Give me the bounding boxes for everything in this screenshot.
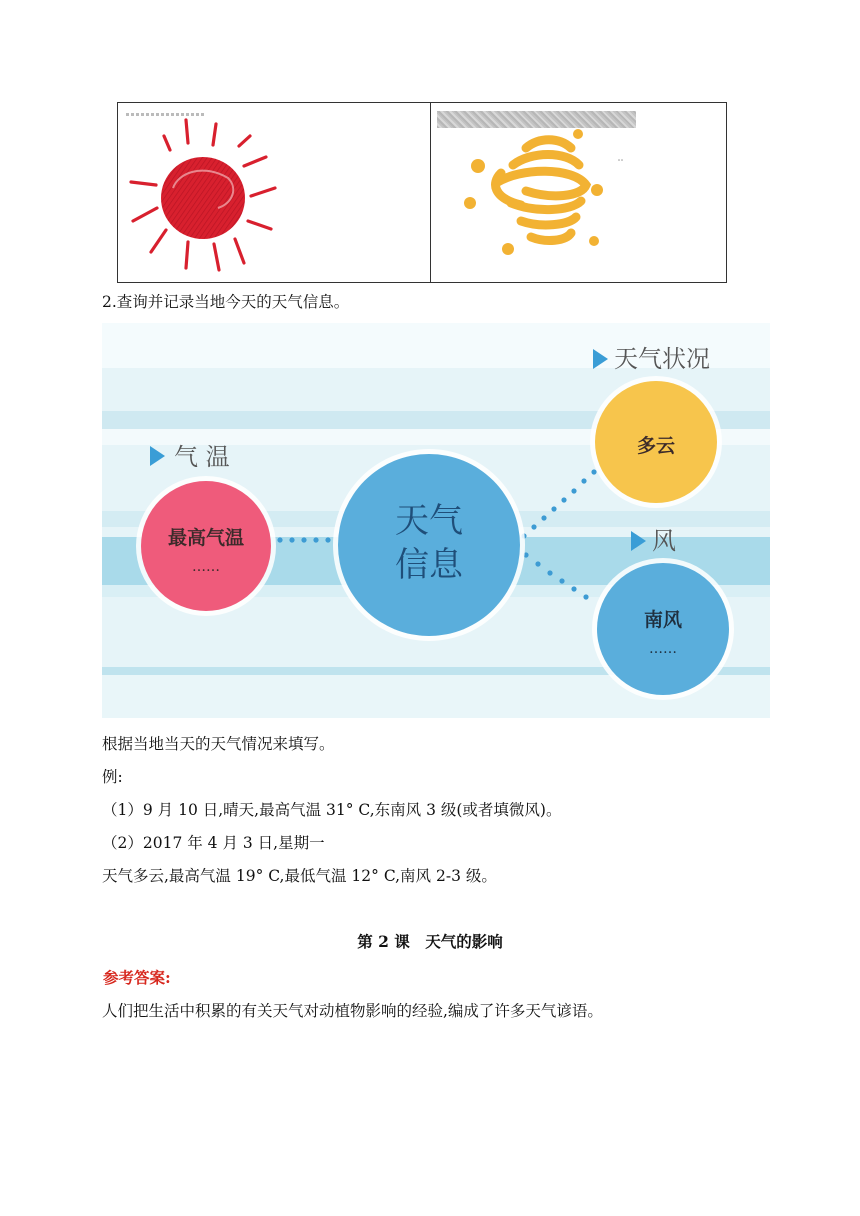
weather-info-diagram (102, 323, 770, 718)
center-line2: 信息 (395, 545, 463, 585)
answer-label: 参考答案: (103, 968, 171, 987)
item2-prompt: 2.查询并记录当地今天的天气信息。 (102, 293, 350, 311)
temperature-header: 气 温 (174, 443, 230, 471)
example-2: （2）2017 年 4 月 3 日,星期一 (102, 834, 325, 852)
wind-circle-text: 南风 (643, 609, 682, 631)
arrow-icon (150, 446, 165, 466)
drawing-cell-spiral (431, 103, 726, 282)
temperature-circle-text: 最高气温 (167, 527, 244, 549)
wind-header: 风 (652, 527, 676, 555)
example-label: 例: (102, 768, 123, 786)
condition-circle-text: 多云 (636, 435, 675, 457)
temperature-ellipsis: …… (192, 559, 220, 575)
red-sun-drawing (118, 103, 430, 282)
fill-note: 根据当地当天的天气情况来填写。 (102, 735, 335, 753)
arrow-icon (593, 349, 608, 369)
example-2-detail: 天气多云,最高气温 19° C,最低气温 12° C,南风 2-3 级。 (102, 867, 497, 885)
drawing-cell-sun (118, 103, 431, 282)
drawing-table (117, 102, 727, 283)
example-1: （1）9 月 10 日,晴天,最高气温 31° C,东南风 3 级(或者填微风)。 (102, 801, 562, 819)
yellow-spiral-drawing (431, 103, 727, 282)
answer-text: 人们把生活中积累的有关天气对动植物影响的经验,编成了许多天气谚语。 (102, 1002, 603, 1020)
center-line1: 天气 (395, 501, 463, 541)
lesson-title: 第 2 课 天气的影响 (357, 932, 503, 951)
arrow-icon (631, 531, 646, 551)
wind-ellipsis: …… (649, 641, 677, 657)
condition-header: 天气状况 (614, 345, 710, 373)
